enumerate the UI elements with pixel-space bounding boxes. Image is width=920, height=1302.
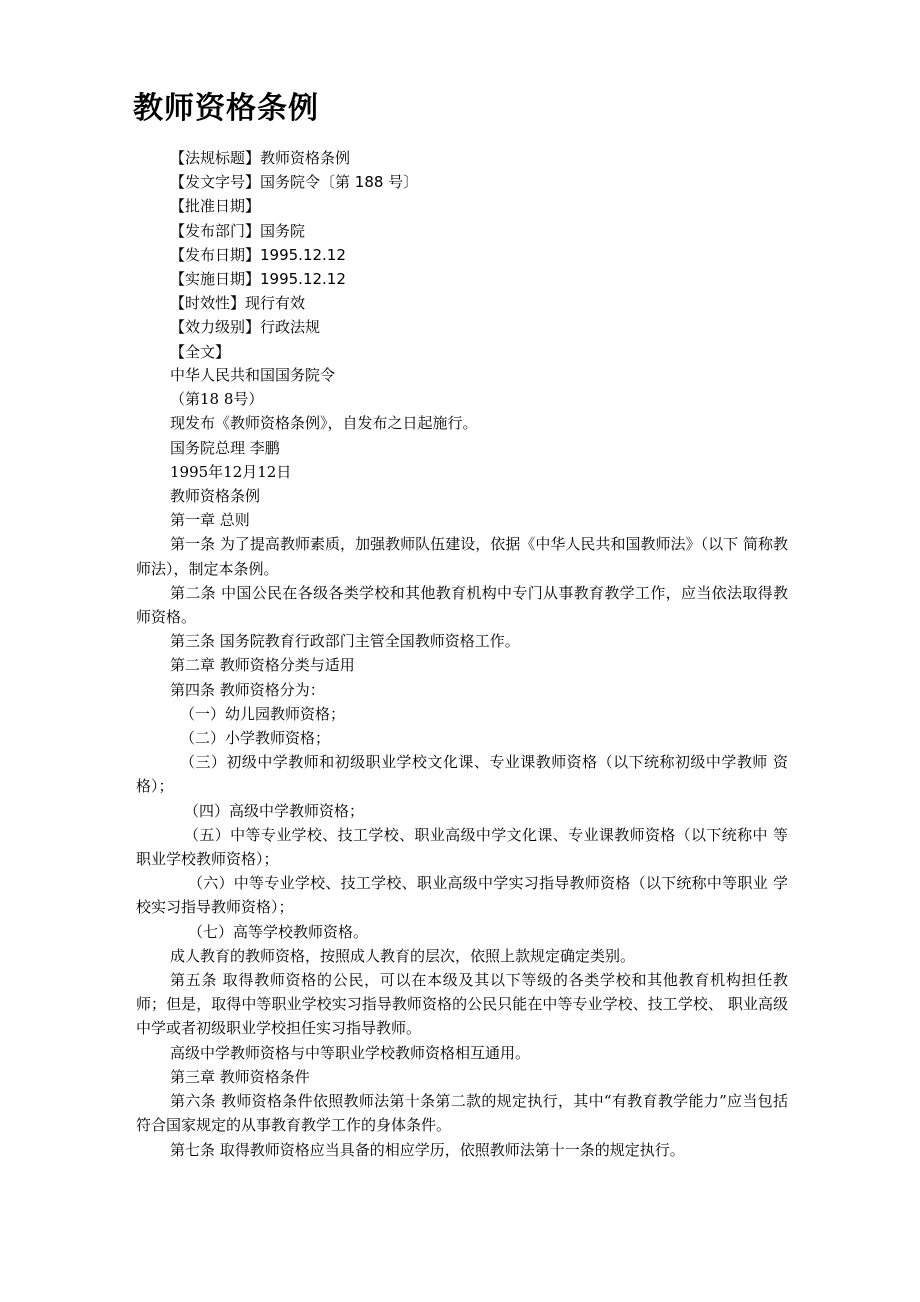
decree-number: （第18 8号）: [170, 390, 264, 409]
article-paragraph: 成人教育的教师资格，按照成人教育的层次，依照上款规定确定类别。: [170, 946, 636, 965]
article-paragraph: 第三条 国务院教育行政部门主管全国教师资格工作。: [170, 632, 520, 651]
decree-signatory: 国务院总理 李鹏: [170, 438, 280, 457]
meta-title-line: 【法规标题】教师资格条例: [170, 149, 351, 167]
list-item: （三）初级中学教师和初级职业学校文化课、专业课教师资格（以下统称初级中学教师 资格）；: [136, 753, 788, 796]
chapter-heading: 第二章 教师资格分类与适用: [170, 656, 355, 675]
list-item: （六）中等专业学校、技工学校、职业高级中学实习指导教师资格（以下统称中等职业 学校实习指导教师资格）；: [136, 874, 788, 917]
regulation-metadata: [170, 146, 418, 364]
article-paragraph: 第二条 中国公民在各级各类学校和其他教育机构中专门从事教育教学工作，应当依法取得教师资格。: [136, 583, 788, 627]
meta-effective-date-line: 【实施日期】1995.12.12: [170, 269, 346, 288]
meta-full-text-heading: 【全文】: [170, 342, 231, 361]
meta-issuing-department-line: 【发布部门】国务院: [170, 221, 306, 240]
article-paragraph: 第五条 取得教师资格的公民，可以在本级及其以下等级的各类学校和其他教育机构担任教师；但是，取得中等职业学校实习指导教师资格的公民只能在中等专业学校、技工学校、 职业高级中学或者初级职业学校担任实习指导教师。: [136, 971, 788, 1038]
document-body: [136, 363, 788, 1162]
list-item: （一）幼儿园教师资格；: [180, 704, 346, 723]
list-item: （二）小学教师资格；: [180, 729, 331, 748]
meta-approval-date-line: 【批准日期】: [170, 197, 261, 216]
list-item: （四）高级中学教师资格；: [184, 801, 365, 820]
decree-issuer: 中华人民共和国国务院令: [170, 366, 336, 384]
article-paragraph: 第四条 教师资格分为：: [170, 680, 325, 699]
chapter-heading: 第三章 教师资格条件: [170, 1067, 310, 1086]
decree-date: 1995年12月12日: [170, 462, 292, 481]
meta-validity-line: 【时效性】现行有效: [170, 294, 306, 313]
list-item: （五）中等专业学校、技工学校、职业高级中学文化课、专业课教师资格（以下统称中 等职业学校教师资格）；: [136, 825, 788, 869]
list-item: （七）高等学校教师资格。: [188, 922, 369, 941]
meta-document-number-line: 【发文字号】国务院令〔第 188 号〕: [170, 173, 419, 192]
decree-statement: 现发布《教师资格条例》，自发布之日起施行。: [170, 414, 478, 433]
article-paragraph: 高级中学教师资格与中等职业学校教师资格相互通用。: [170, 1043, 531, 1062]
meta-legal-level-line: 【效力级别】行政法规: [170, 318, 321, 337]
document-title: 教师资格条例: [133, 91, 319, 126]
meta-issue-date-line: 【发布日期】1995.12.12: [170, 245, 346, 264]
regulation-heading: 教师资格条例: [170, 487, 261, 506]
article-paragraph: 第六条 教师资格条件依照教师法第十条第二款的规定执行，其中“有教育教学能力”应当包括符合国家规定的从事教育教学工作的身体条件。: [136, 1092, 788, 1135]
article-paragraph: 第一条 为了提高教师素质，加强教师队伍建设，依据《中华人民共和国教师法》（以下 简称教师法），制定本条例。: [136, 535, 788, 578]
article-paragraph: 第七条 取得教师资格应当具备的相应学历，依照教师法第十一条的规定执行。: [170, 1140, 685, 1159]
chapter-heading: 第一章 总则: [170, 511, 250, 530]
